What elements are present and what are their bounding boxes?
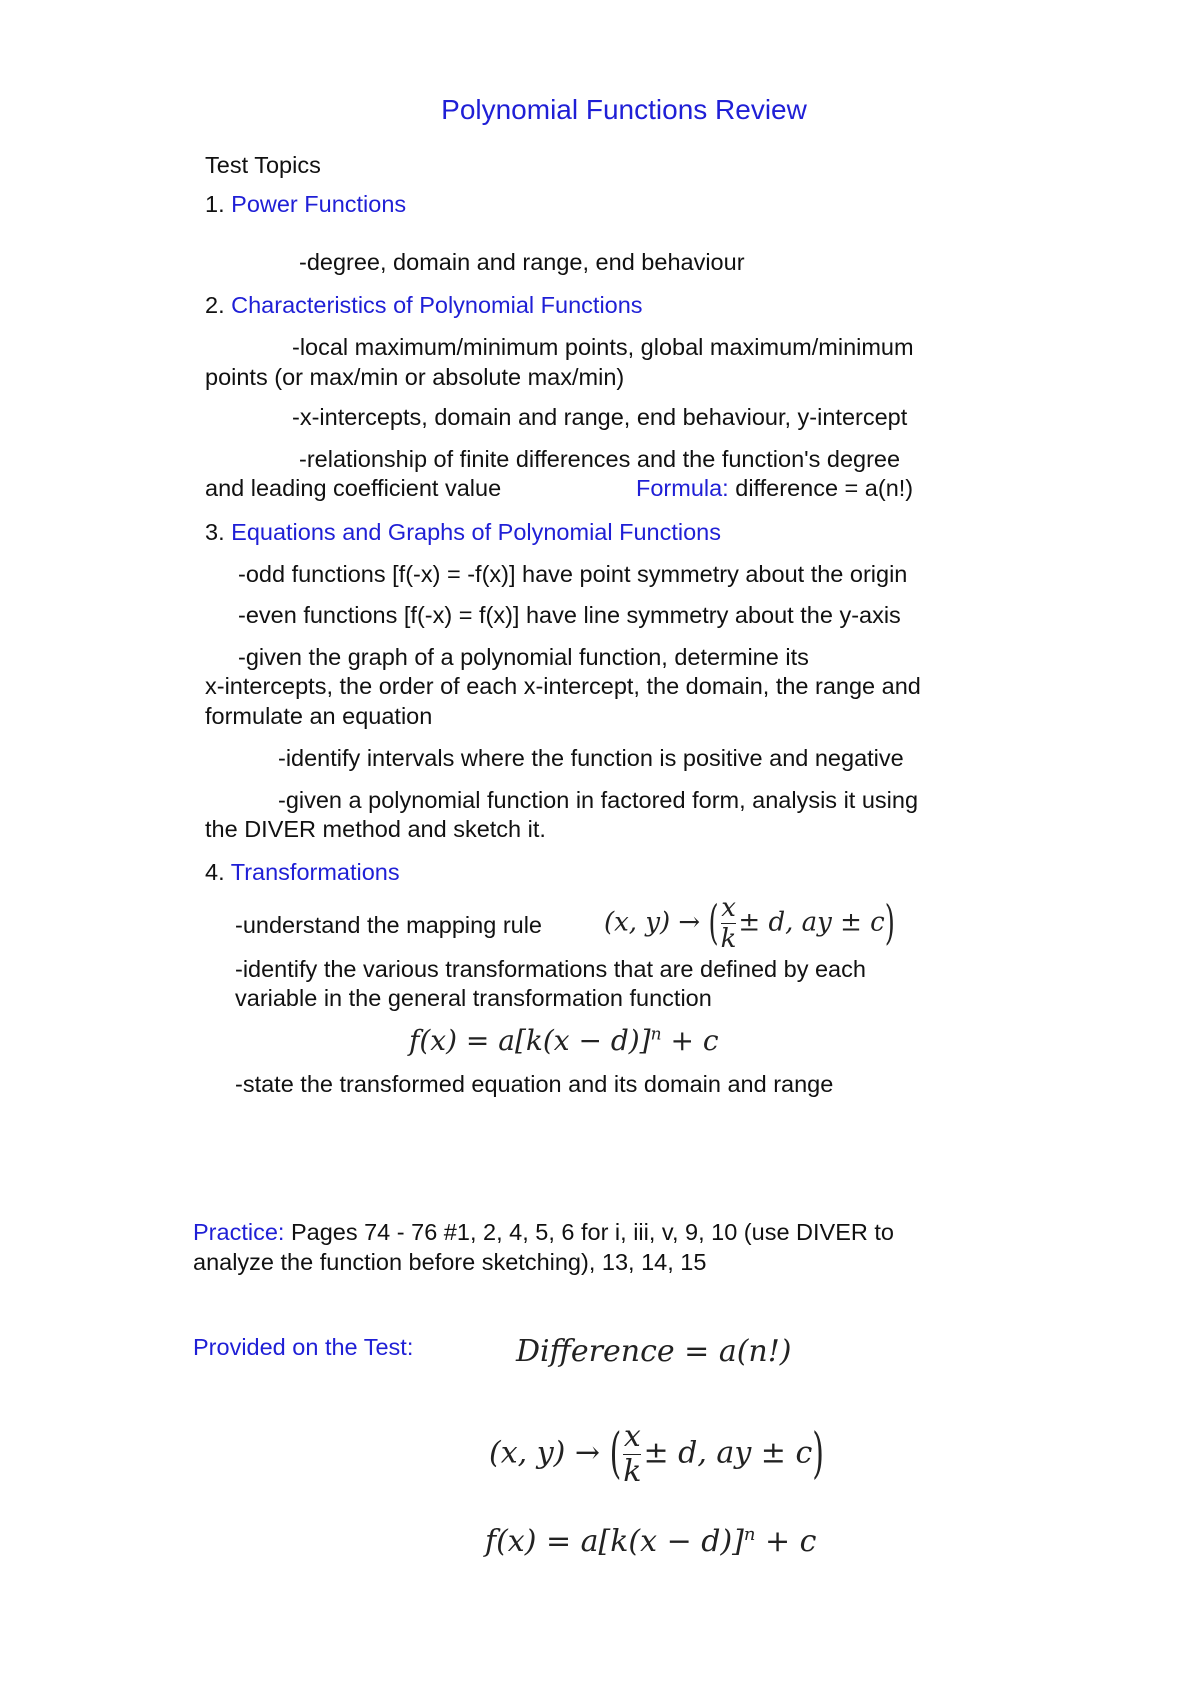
section-2-line-4: -relationship of finite differences and the function's degree	[299, 446, 901, 472]
mapping-fraction	[721, 895, 737, 952]
mapping-rule-inline	[604, 895, 895, 952]
mapping-numerator: x	[721, 893, 736, 923]
mapping-fraction-display	[623, 1419, 642, 1489]
section-2-formula	[636, 474, 913, 503]
mapping-right-display: ± d, ay ± c	[643, 1435, 813, 1471]
mapping-rule-display	[489, 1419, 824, 1489]
general-function-inline	[409, 1024, 719, 1057]
general-tail: + c	[661, 1024, 719, 1057]
practice-text-1: Pages 74 - 76 #1, 2, 4, 5, 6 for i, iii, v, 9, 10 (use DIVER to	[284, 1219, 894, 1245]
section-3-line-8: the DIVER method and sketch it.	[205, 816, 546, 842]
section-4-number: 4.	[205, 859, 225, 885]
section-4-line-1: -understand the mapping rule	[235, 912, 543, 938]
section-3-number: 3.	[205, 519, 225, 545]
topics-heading: Test Topics	[205, 152, 321, 178]
general-function-display-main: f(x) = a[k(x − d)]	[485, 1524, 744, 1559]
general-exponent-display: n	[743, 1524, 756, 1545]
mapping-paren-open-display: (	[609, 1423, 622, 1486]
section-1-line-1: -degree, domain and range, end behaviour	[299, 249, 745, 275]
section-3-heading	[205, 518, 721, 547]
mapping-paren-close-display: )	[812, 1423, 824, 1486]
provided-label: Provided on the Test:	[193, 1334, 414, 1360]
general-function-display	[485, 1524, 816, 1559]
page-title: Polynomial Functions Review	[441, 94, 807, 125]
mapping-paren-close: )	[884, 896, 895, 951]
section-2-title: Characteristics of Polynomial Functions	[231, 292, 643, 318]
section-3-line-5: formulate an equation	[205, 703, 433, 729]
section-2-line-1: -local maximum/minimum points, global maximum/minimum	[292, 334, 914, 360]
mapping-numerator-display: x	[623, 1419, 641, 1454]
section-1-title: Power Functions	[231, 191, 407, 217]
general-function: f(x) = a[k(x − d)]	[409, 1024, 651, 1057]
difference-formula: Difference = a(n!)	[516, 1334, 792, 1369]
section-3-line-2: -even functions [f(-x) = f(x)] have line symmetry about the y-axis	[238, 602, 901, 628]
practice-line-1	[193, 1218, 894, 1247]
section-4-line-4: -state the transformed equation and its domain and range	[235, 1071, 834, 1097]
mapping-denominator: k	[720, 924, 737, 954]
section-4-line-2: -identify the various transformations that are defined by each	[235, 956, 866, 982]
practice-line-2: analyze the function before sketching), 13, 14, 15	[193, 1249, 707, 1275]
section-1-number: 1.	[205, 191, 225, 217]
section-2-line-5: and leading coefficient value	[205, 475, 502, 501]
section-2-line-2: points (or max/min or absolute max/min)	[205, 364, 625, 390]
mapping-right: ± d, ay ± c	[738, 907, 885, 938]
practice-label: Practice:	[193, 1219, 285, 1245]
section-3-line-7: -given a polynomial function in factored form, analysis it using	[278, 787, 919, 813]
mapping-left-display: (x, y) →	[489, 1435, 601, 1471]
section-3-line-4: x-intercepts, the order of each x-intercept, the domain, the range and	[205, 673, 921, 699]
section-4-title: Transformations	[230, 859, 400, 885]
section-3-title: Equations and Graphs of Polynomial Functions	[231, 519, 722, 545]
section-2-heading	[205, 291, 643, 320]
section-4-heading	[205, 858, 400, 887]
formula-label: Formula:	[636, 475, 729, 501]
section-3-line-1: -odd functions [f(-x) = -f(x)] have point symmetry about the origin	[238, 561, 908, 587]
mapping-paren-open: (	[708, 896, 719, 951]
section-2-line-3: -x-intercepts, domain and range, end behaviour, y-intercept	[292, 404, 908, 430]
mapping-left: (x, y) →	[604, 907, 701, 938]
section-4-line-3: variable in the general transformation function	[235, 985, 712, 1011]
section-3-line-6: -identify intervals where the function is positive and negative	[278, 745, 904, 771]
mapping-denominator-display: k	[623, 1454, 642, 1489]
formula-text: difference = a(n!)	[735, 475, 914, 501]
general-tail-display: + c	[755, 1524, 817, 1559]
section-1-heading	[205, 190, 406, 219]
section-2-number: 2.	[205, 292, 225, 318]
general-exponent: n	[650, 1024, 662, 1045]
section-3-line-3: -given the graph of a polynomial function, determine its	[238, 644, 809, 670]
